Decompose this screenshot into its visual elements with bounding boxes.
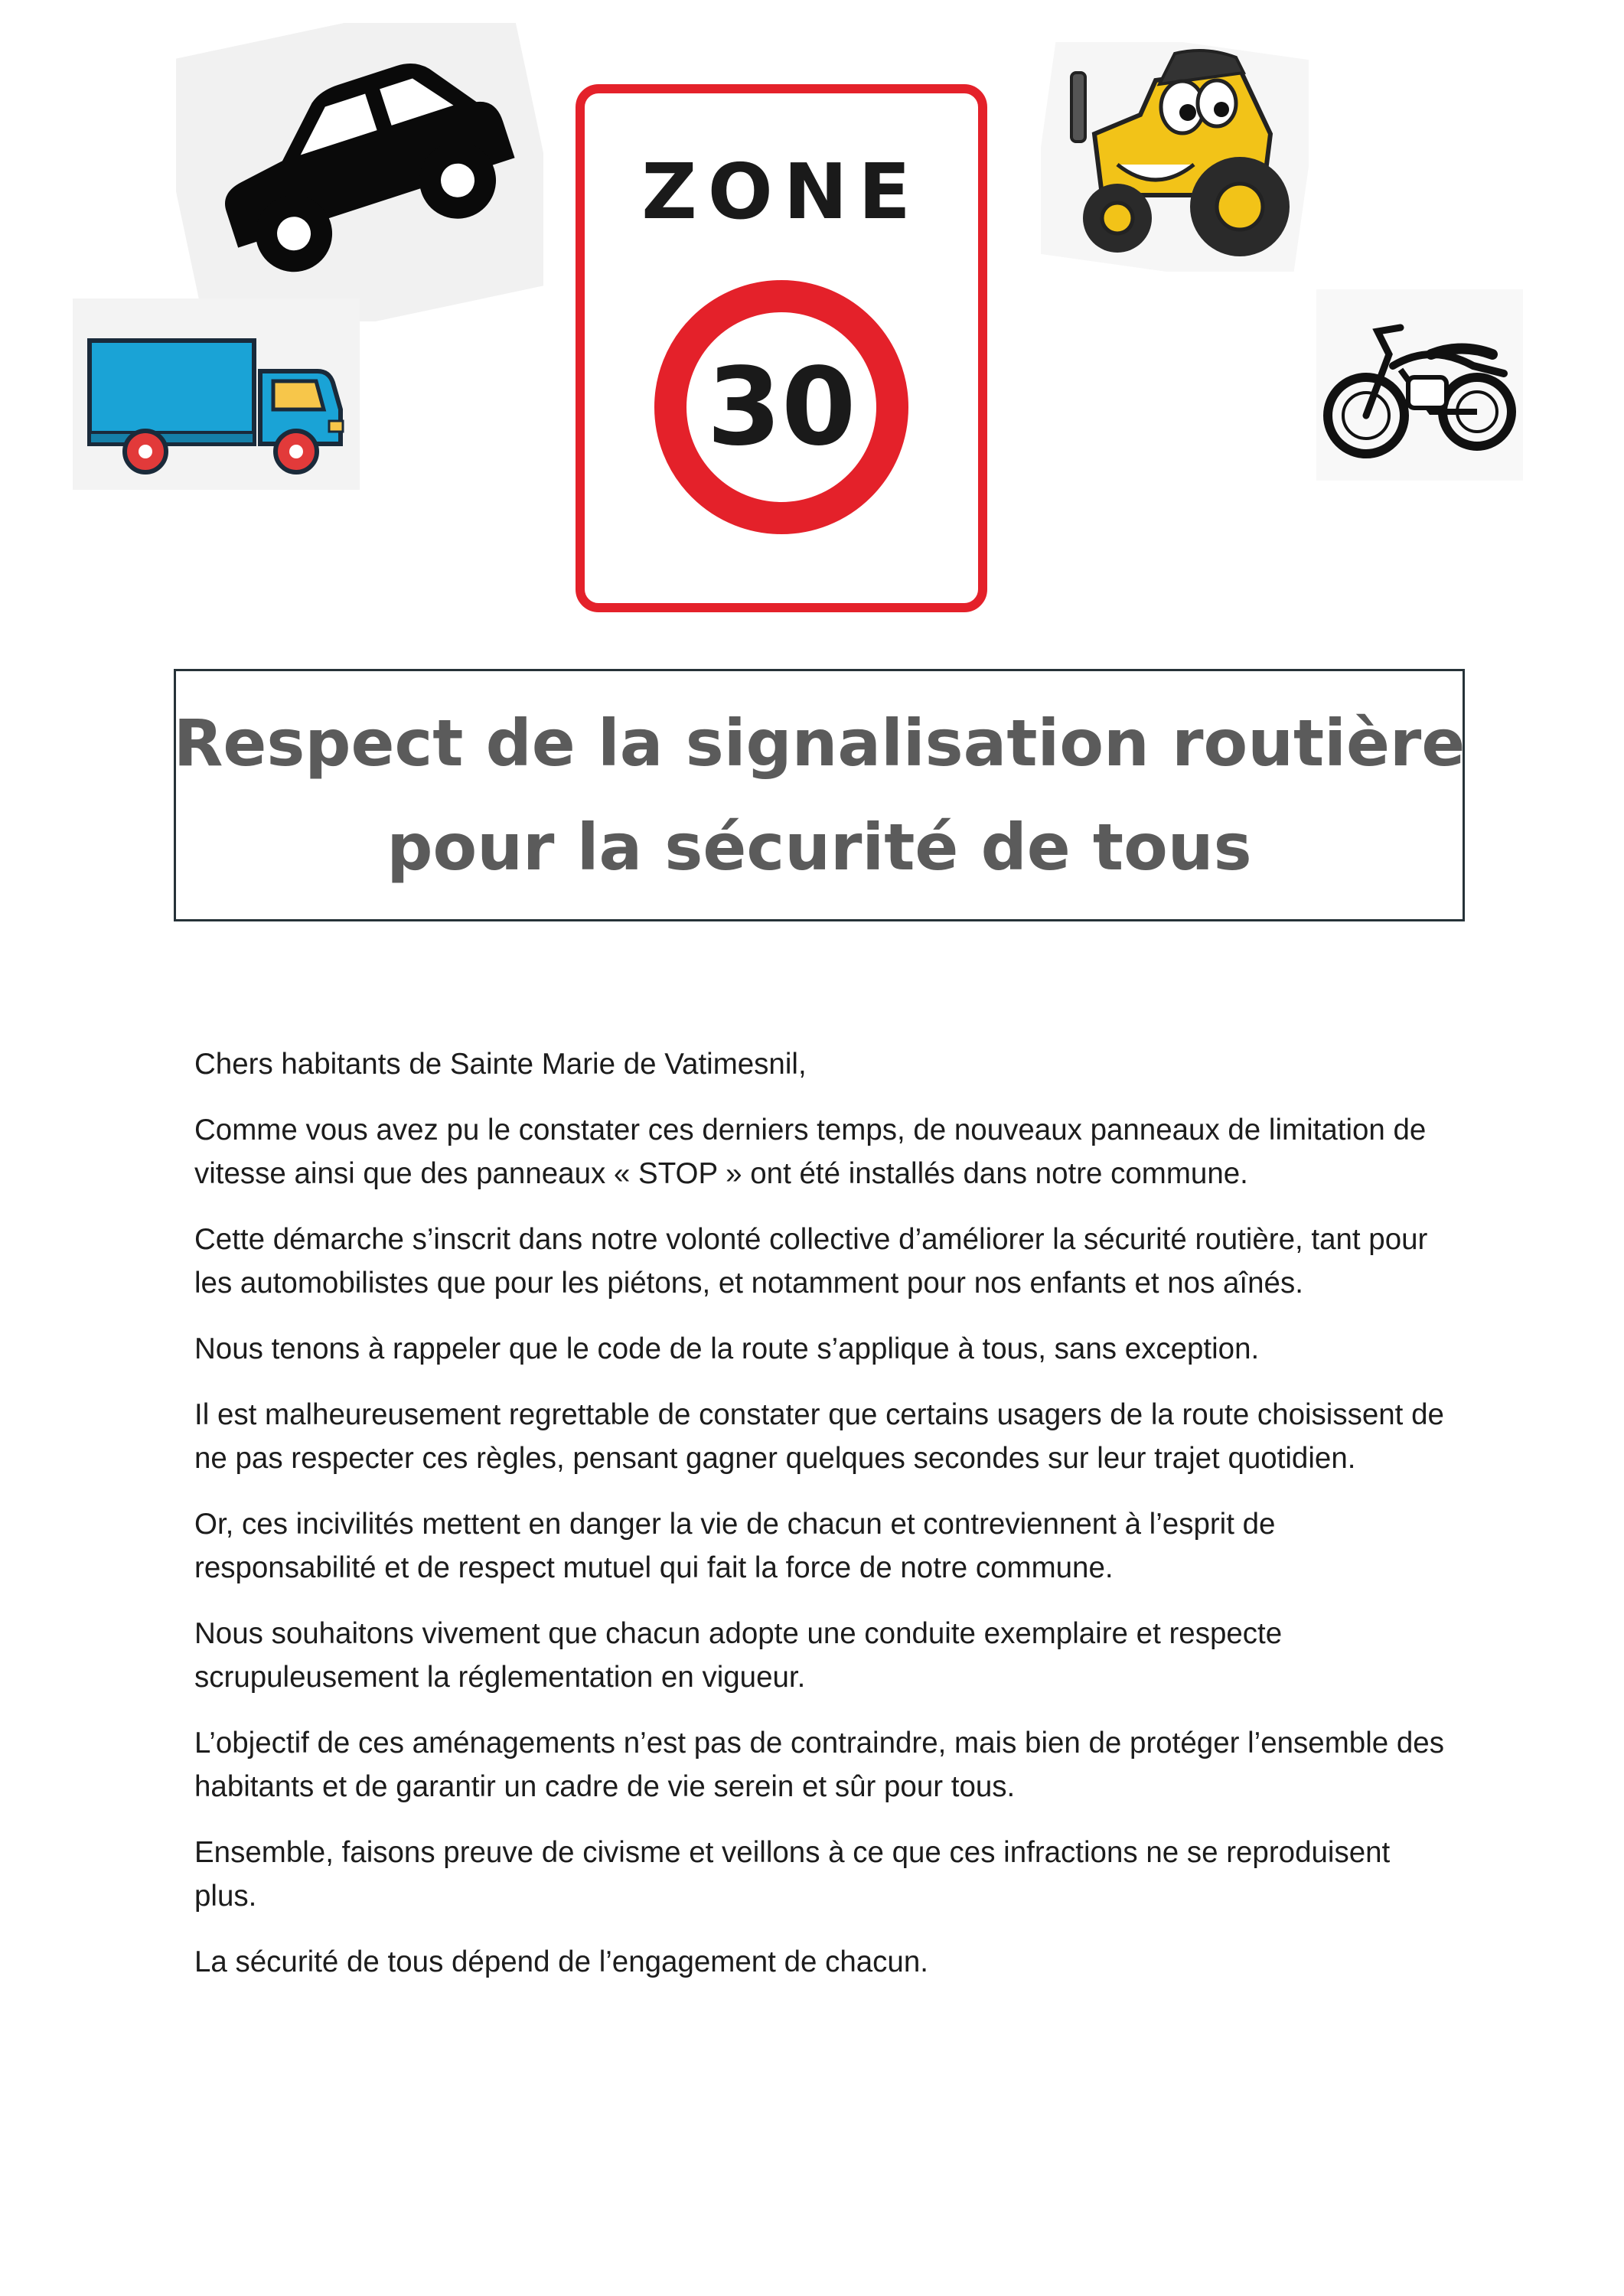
paragraph: Cette démarche s’inscrit dans notre volonté collective d’améliorer la sécurité routière, tant pour les automobilistes que pour les piétons, et notamment pour nos enfants et nos aînés.: [194, 1223, 1428, 1300]
paragraph: Or, ces incivilités mettent en danger la vie de chacun et contreviennent à l’esprit de responsabilité et de respect mutuel qui fait la force de notre commune.: [194, 1508, 1276, 1584]
paragraph: Nous souhaitons vivement que chacun adopte une conduite exemplaire et respecte scrupuleusement la réglementation en vigueur.: [194, 1617, 1283, 1694]
title-line-1: Respect de la signalisation routière: [173, 706, 1466, 781]
motorcycle-icon: [1316, 289, 1523, 481]
zone-30-sign-graphic: [576, 84, 987, 612]
paragraph: L’objectif de ces aménagements n’est pas de contraindre, mais bien de protéger l’ensemble des habitants et de garantir un cadre de vie serein et sûr pour tous.: [194, 1727, 1444, 1803]
car-icon: [176, 23, 543, 321]
title-box: [174, 669, 1465, 921]
title-line-2: pour la sécurité de tous: [386, 810, 1252, 885]
truck-icon: [73, 298, 360, 490]
speed-limit-value: 30: [706, 345, 856, 470]
paragraph: Il est malheureusement regrettable de constater que certains usagers de la route choisissent de ne pas respecter ces règles, pensant gagner quelques secondes sur leur trajet quotidien.: [194, 1398, 1444, 1475]
greeting: Chers habitants de Sainte Marie de Vatimesnil,: [194, 1048, 807, 1081]
tractor-cartoon-icon: [1041, 42, 1309, 272]
paragraph: Comme vous avez pu le constater ces derniers temps, de nouveaux panneaux de limitation de vitesse ainsi que des panneaux « STOP » ont été installés dans notre commune.: [194, 1114, 1427, 1190]
paragraph: Ensemble, faisons preuve de civisme et veillons à ce que ces infractions ne se reproduisent plus.: [194, 1836, 1391, 1913]
closing-paragraph: La sécurité de tous dépend de l’engagement de chacun.: [194, 1945, 928, 1978]
zone-30-sign: [576, 84, 987, 612]
paragraph: Nous tenons à rappeler que le code de la route s’applique à tous, sans exception.: [194, 1332, 1260, 1365]
letter-body: [194, 1042, 1450, 2006]
zone-label: ZONE: [641, 147, 921, 236]
